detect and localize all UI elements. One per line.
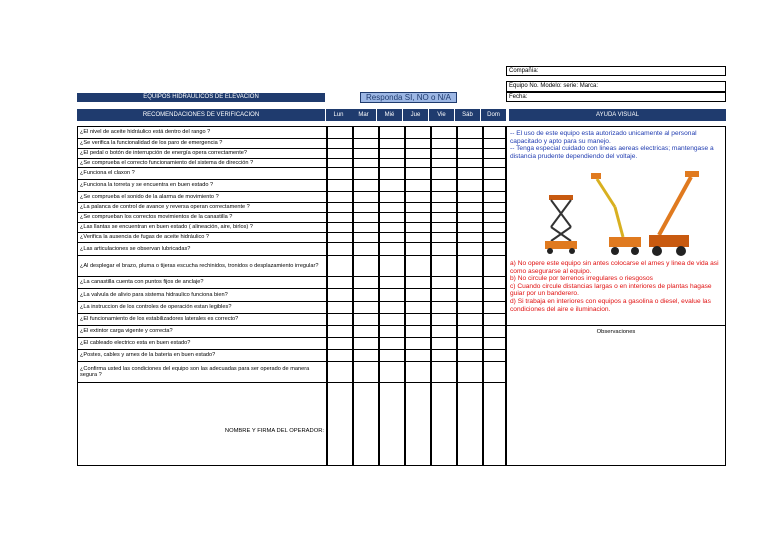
question-row: ¿El cableado electrico esta en buen estado? [78, 338, 326, 350]
equipment-field[interactable] [506, 81, 726, 92]
column-divider [482, 127, 484, 465]
question-row: ¿Verifica la ausencia de fugas de aceite hidráulico ? [78, 233, 326, 243]
question-row: ¿La instruccion de los controles de operación estan legibles? [78, 302, 326, 314]
question-row: ¿El funcionamiento de los estabilizadores laterales es correcto? [78, 314, 326, 326]
scissor-lift-icon [545, 195, 577, 254]
day-header-5: Sáb [455, 109, 480, 121]
help-warnings: -- El uso de este equipo esta autorizado unicamente al personal capacitado y apto para su manejo. -- Tenga especial cuidado con lineas aereas electricas; mantengase a distancia prudente dependiendo del voltaje. [510, 130, 714, 160]
question-row: ¿Al desplegar el brazo, pluma o tijeras escucha rechinidos, tronidos o desplazamiento irregular? [78, 256, 326, 277]
date-field[interactable] [506, 92, 726, 102]
equipment-label: Equipo No. Modelo: serie: Marca: [509, 83, 599, 89]
column-divider [430, 127, 432, 465]
lift-equipment-illustration [535, 167, 715, 259]
visual-help-header: AYUDA VISUAL [509, 109, 726, 121]
question-row: ¿Postes, cables y arnes de la bateria en buen estado? [78, 350, 326, 362]
question-row: ¿Se verifica la funcionalidad de los paro de emergencia ? [78, 139, 326, 149]
column-divider [326, 127, 328, 465]
question-row: ¿Las llantas se encuentran en buen estado ( alineación, aire, birlos) ? [78, 223, 326, 233]
telescopic-boom-lift-icon [649, 171, 699, 256]
question-row: ¿El extintor carga vigente y correcta? [78, 326, 326, 338]
question-row: ¿El pedal o botón de interrupción de energía opera correctamente? [78, 149, 326, 159]
day-header-1: Mar [351, 109, 376, 121]
question-row: ¿La canastilla cuenta con puntos fijos de anclaje? [78, 277, 326, 289]
help-instructions: a) No opere este equipo sin antes colocarse el arnes y linea de vida asi como asegurarse al equipo. b) No circule por terrenos irregulares o riesgosos c) Cuando circule distancias largas o en interiores de plantas hagase guiar por un banderero. d) Si trabaja en interiores con equipos a gasolina o diesel, evalue las condiciones del aire e iluminacion. [510, 260, 719, 313]
column-divider [352, 127, 354, 465]
question-row: ¿Confirma usted las condiciones del equipo son las adecuadas para ser operado de manera segura ? [78, 362, 326, 383]
company-label: Compañía: [509, 68, 539, 74]
day-header-3: Jue [403, 109, 428, 121]
form-title: EQUIPOS HIDRAULICOS DE ELEVACION [77, 93, 325, 102]
question-row: ¿El nivel de aceite hidráulico está dentro del rango ? [78, 127, 326, 139]
question-row: ¿Funciona el claxon ? [78, 168, 326, 180]
question-row: ¿Se comprueban los correctos movimientos de la canastilla ? [78, 213, 326, 223]
operator-signature-label: NOMBRE Y FIRMA DEL OPERADOR: [224, 428, 324, 434]
column-divider [378, 127, 380, 465]
checklist-grid [77, 126, 506, 466]
day-header-6: Dom [481, 109, 506, 121]
question-row: ¿La palanca de control de avance y reversa operan correctamente ? [78, 203, 326, 213]
company-field[interactable] [506, 66, 726, 76]
column-divider [456, 127, 458, 465]
respond-instruction: Responda SI, NO o N/A [360, 92, 457, 103]
articulated-boom-lift-icon [591, 173, 641, 255]
date-label: Fecha: [509, 94, 528, 100]
column-divider [404, 127, 406, 465]
day-header-0: Lun [326, 109, 351, 121]
question-row: ¿Se comprueba el sonido de la alarma de movimiento ? [78, 192, 326, 203]
question-row: ¿Las articulaciones se observan lubricadas? [78, 243, 326, 256]
question-row: ¿Funciona la torreta y se encuentra en buen estado ? [78, 180, 326, 192]
visual-help-panel [506, 126, 726, 466]
observations-divider [507, 325, 725, 326]
question-row: ¿Se comprueba el correcto funcionamiento del sistema de dirección ? [78, 159, 326, 168]
question-row: ¿La valvula de alivio para sistema hidraulico funciona bien? [78, 289, 326, 302]
day-header-2: Mié [377, 109, 402, 121]
observations-label: Observaciones [596, 329, 636, 335]
day-header-4: Vie [429, 109, 454, 121]
recommendations-header: RECOMENDACIONES DE VERIFICACION [77, 109, 325, 121]
